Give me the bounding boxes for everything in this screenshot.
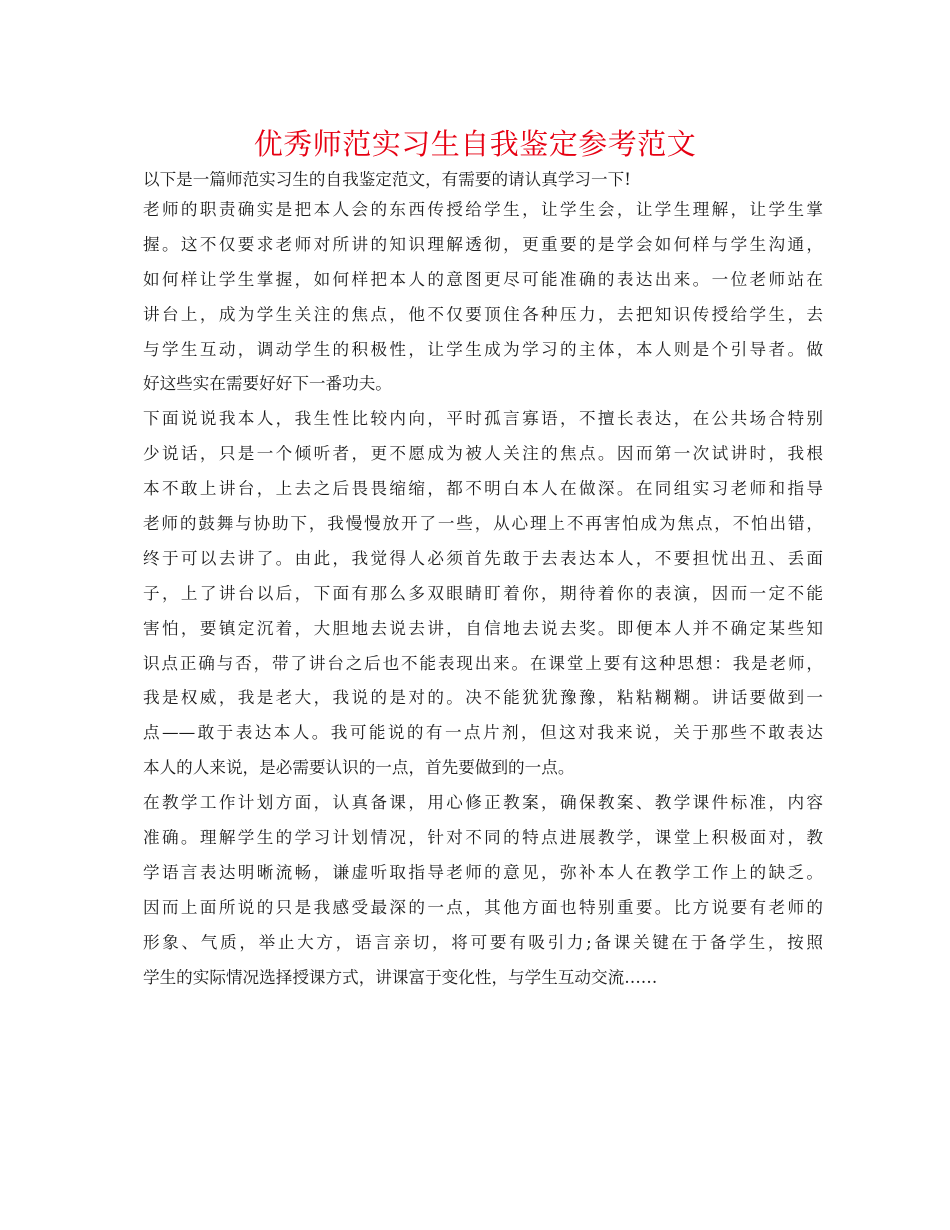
paragraph-line: 本人的人来说，是必需要认识的一点，首先要做到的一点。 [143,758,575,778]
paragraph-line: 准确。理解学生的学习计划情况，针对不同的特点进展教学，课堂上积极面对，教 [143,828,823,848]
document-body [143,166,823,995]
paragraph-line: 识点正确与否，带了讲台之后也不能表现出来。在课堂上要有这种思想：我是老师， [143,653,823,673]
paragraph-line: 学生的实际情况选择授课方式，讲课富于变化性，与学生互动交流…… [143,967,658,987]
paragraph-line: 与学生互动，调动学生的积极性，让学生成为学习的主体，本人则是个引导者。做 [143,339,823,359]
paragraph-line: 我是权威，我是老大，我说的是对的。决不能犹犹豫豫，粘粘糊糊。讲话要做到一 [143,688,823,708]
paragraph-line: 讲台上，成为学生关注的焦点，他不仅要顶住各种压力，去把知识传授给学生，去 [143,304,823,324]
paragraph-line: 在教学工作计划方面，认真备课，用心修正教案，确保教案、教学课件标准，内容 [143,793,823,813]
paragraph-line: 少说话，只是一个倾听者，更不愿成为被人关注的焦点。因而第一次试讲时，我根 [143,444,823,464]
paragraph-line: 如何样让学生掌握，如何样把本人的意图更尽可能准确的表达出来。一位老师站在 [143,269,823,289]
intro-line: 以下是一篇师范实习生的自我鉴定范文，有需要的请认真学习一下! [143,170,631,189]
paragraph-line: 害怕，要镇定沉着，大胆地去说去讲，自信地去说去奖。即便本人并不确定某些知 [143,618,823,638]
paragraph-line: 形象、气质，举止大方，语言亲切，将可要有吸引力;备课关键在于备学生，按照 [143,932,823,952]
paragraph-line: 下面说说我本人，我生性比较内向，平时孤言寡语，不擅长表达，在公共场合特别 [143,409,823,429]
paragraph-line: 老师的鼓舞与协助下，我慢慢放开了一些，从心理上不再害怕成为焦点，不怕出错， [143,514,823,534]
document-title: 优秀师范实习生自我鉴定参考范文 [253,127,697,161]
paragraph-line: 握。这不仅要求老师对所讲的知识理解透彻，更重要的是学会如何样与学生沟通， [143,234,823,254]
paragraph-line: 老师的职责确实是把本人会的东西传授给学生，让学生会，让学生理解，让学生掌 [143,200,823,219]
paragraph-line: 子，上了讲台以后，下面有那么多双眼睛盯着你，期待着你的表演，因而一定不能 [143,583,823,603]
paragraph-line: 终于可以去讲了。由此，我觉得人必须首先敢于去表达本人，不要担忧出丑、丢面 [143,548,823,568]
paragraph-line: 点——敢于表达本人。我可能说的有一点片剂，但这对我来说，关于那些不敢表达 [143,723,823,743]
paragraph-line: 学语言表达明晰流畅，谦虚听取指导老师的意见，弥补本人在教学工作上的缺乏。 [143,862,823,882]
paragraph-line: 本不敢上讲台，上去之后畏畏缩缩，都不明白本人在做深。在同组实习老师和指导 [143,479,823,499]
paragraph-line: 因而上面所说的只是我感受最深的一点，其他方面也特别重要。比方说要有老师的 [143,897,823,917]
paragraph-line: 好这些实在需要好好下一番功夫。 [143,374,392,394]
